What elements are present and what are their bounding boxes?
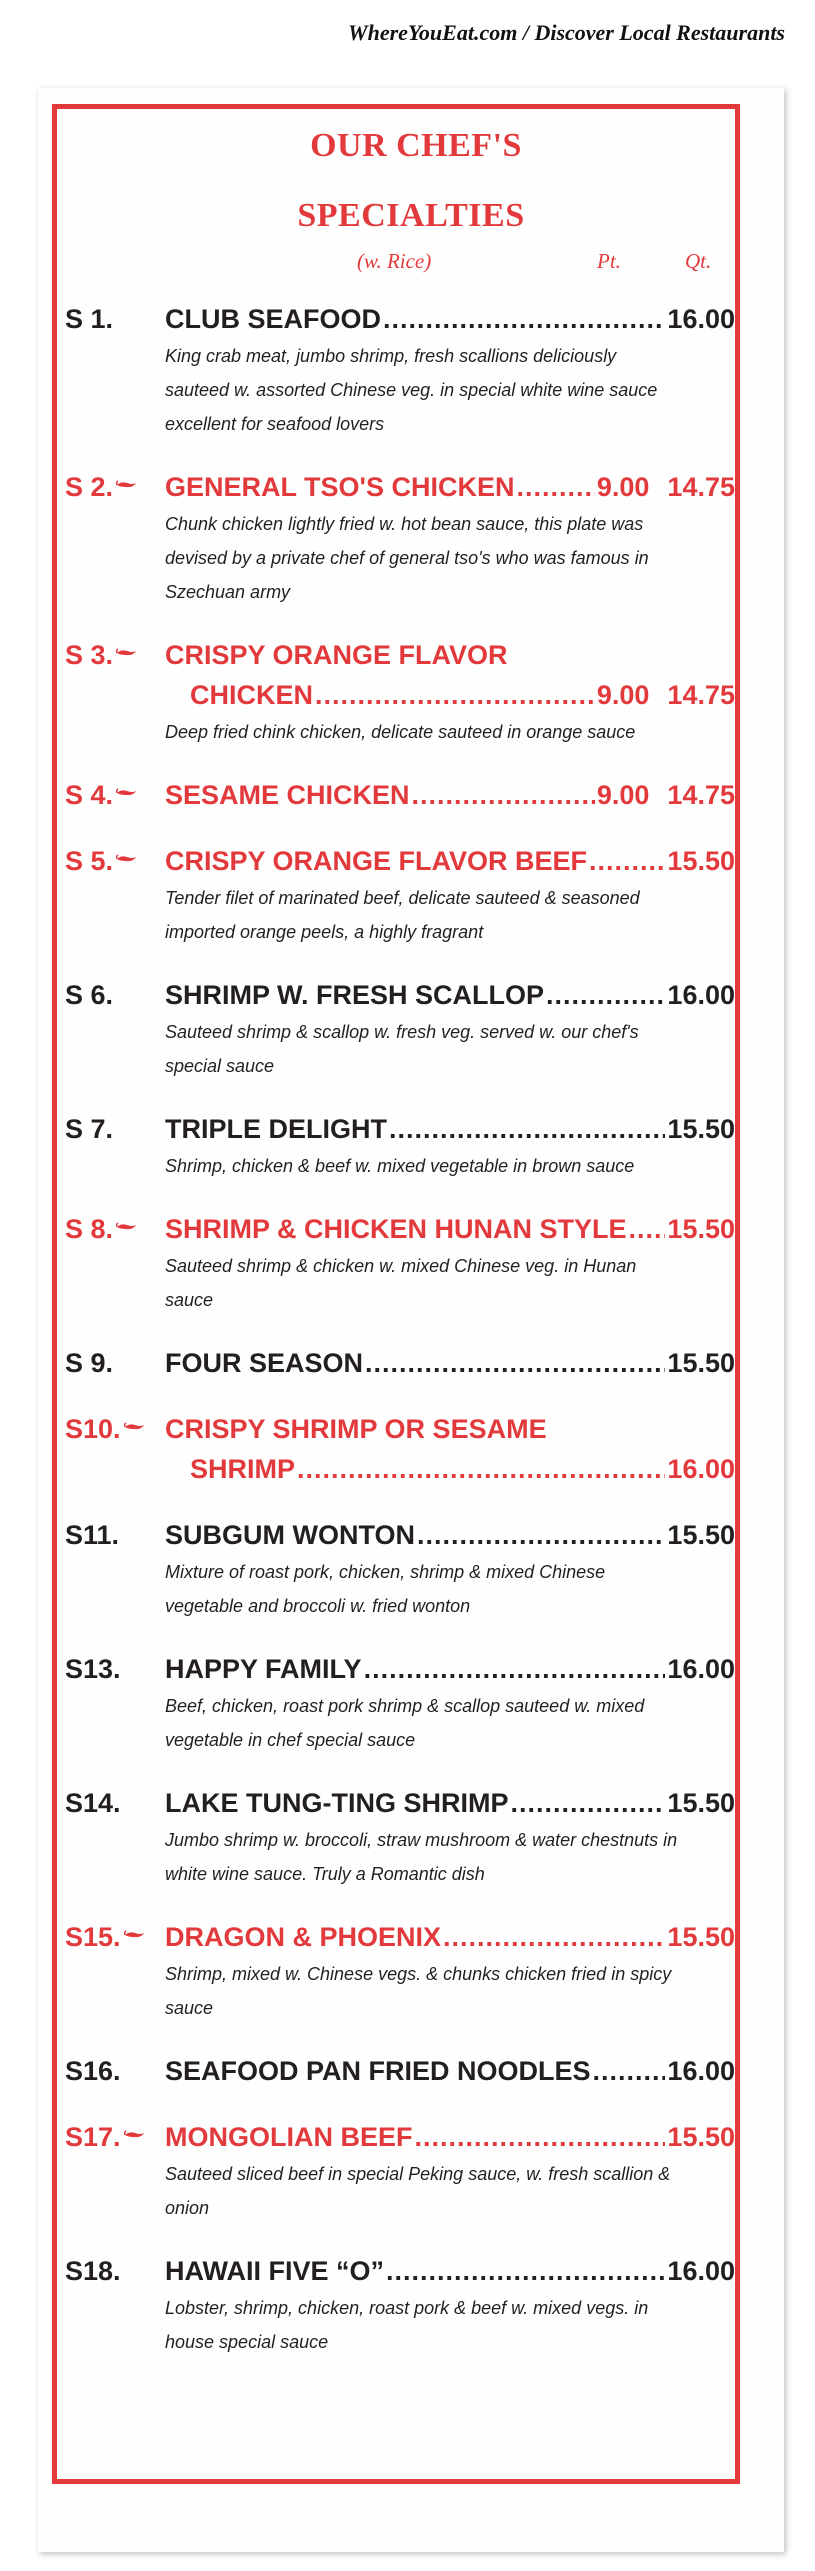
dot-leader <box>297 1449 665 1489</box>
item-spacer <box>57 609 735 635</box>
item-spacer <box>57 1183 735 1209</box>
menu-item-row-continued <box>65 1449 735 1489</box>
price: 16.00 <box>667 980 735 1010</box>
price-quart: 14.75 <box>667 680 735 710</box>
item-code <box>65 1783 165 1823</box>
price: 16.00 <box>667 1454 735 1484</box>
site-header: WhereYouEat.com / Discover Local Restaurants <box>348 20 785 45</box>
column-header-rice: (w. Rice) <box>357 249 432 273</box>
item-spacer <box>57 949 735 975</box>
dot-leader <box>412 775 595 815</box>
item-code-text: S 5. <box>65 846 114 876</box>
price: 15.50 <box>667 1348 735 1378</box>
item-spacer <box>57 1623 735 1649</box>
menu-item <box>57 2117 735 2225</box>
menu-item-row <box>65 1783 735 1823</box>
hot-pepper-icon <box>123 1422 145 1432</box>
dot-leader <box>386 2251 665 2291</box>
item-name: CRISPY SHRIMP OR SESAME <box>165 1414 547 1444</box>
item-description: Sauteed shrimp & scallop w. fresh veg. served w. our chef's special sauce <box>165 1022 639 1076</box>
item-name: TRIPLE DELIGHT <box>165 1114 387 1144</box>
item-code-text: S 9. <box>65 1348 114 1378</box>
menu-item <box>57 775 735 815</box>
menu-item-row <box>65 2251 735 2291</box>
hot-pepper-icon <box>115 1222 137 1232</box>
column-header-quart: Qt. <box>685 249 712 273</box>
item-spacer <box>57 815 735 841</box>
price: 15.50 <box>667 1214 735 1244</box>
price-pint: 9.00 <box>596 472 650 502</box>
item-code <box>65 2117 165 2157</box>
item-code-text: S10. <box>65 1414 121 1444</box>
item-code <box>65 1209 165 1249</box>
item-name: HAWAII FIVE “O” <box>165 2256 385 2286</box>
dot-leader <box>383 299 665 339</box>
menu-item <box>57 1109 735 1183</box>
dot-leader <box>364 1649 666 1689</box>
price: 16.00 <box>667 2056 735 2086</box>
item-spacer <box>57 1891 735 1917</box>
menu-item <box>57 2051 735 2091</box>
hot-pepper-icon <box>115 854 137 864</box>
item-spacer <box>57 1383 735 1409</box>
menu-item <box>57 635 735 749</box>
dot-leader <box>589 841 665 881</box>
item-code-text: S 3. <box>65 640 114 670</box>
item-code <box>65 299 165 339</box>
dot-leader <box>546 975 665 1015</box>
price: 15.50 <box>667 1788 735 1818</box>
menu-item <box>57 1343 735 1383</box>
menu-item <box>57 1783 735 1891</box>
dot-leader <box>415 2117 666 2157</box>
price-pint: 9.00 <box>596 680 650 710</box>
price-pint: 9.00 <box>596 780 650 810</box>
item-code <box>65 1917 165 1957</box>
item-name: CRISPY ORANGE FLAVOR <box>165 640 508 670</box>
column-header-pint: Pt. <box>597 249 621 273</box>
menu-title-line1: OUR CHEF'S <box>310 127 522 164</box>
hot-pepper-icon <box>123 1930 145 1940</box>
menu-item-row <box>65 1917 735 1957</box>
item-code-text: S18. <box>65 2256 121 2286</box>
price: 15.50 <box>667 846 735 876</box>
item-code <box>65 1515 165 1555</box>
menu-item <box>57 1515 735 1623</box>
hot-pepper-icon <box>115 648 137 658</box>
price-quart: 14.75 <box>667 472 735 502</box>
price: 16.00 <box>667 1654 735 1684</box>
item-name: SHRIMP W. FRESH SCALLOP <box>165 980 545 1010</box>
item-spacer <box>57 1083 735 1109</box>
hot-pepper-icon <box>115 788 137 798</box>
item-code-text: S15. <box>65 1922 121 1952</box>
menu-item <box>57 841 735 949</box>
dot-leader <box>417 1515 665 1555</box>
price-quart: 14.75 <box>667 780 735 810</box>
price: 15.50 <box>667 1922 735 1952</box>
item-code-text: S 7. <box>65 1114 114 1144</box>
menu-item-row <box>65 467 735 507</box>
item-code <box>65 1649 165 1689</box>
item-description: Sauteed shrimp & chicken w. mixed Chinese veg. in Hunan sauce <box>165 1256 637 1310</box>
item-code-text: S 2. <box>65 472 114 502</box>
price: 15.50 <box>667 1520 735 1550</box>
item-description: Shrimp, mixed w. Chinese vegs. & chunks chicken fried in spicy sauce <box>165 1964 672 2018</box>
item-code-text: S 1. <box>65 304 114 334</box>
menu-item-row-continued <box>65 675 735 715</box>
item-code <box>65 2051 165 2091</box>
price: 16.00 <box>667 2256 735 2286</box>
dot-leader <box>629 1209 666 1249</box>
item-name: GENERAL TSO'S CHICKEN <box>165 472 515 502</box>
item-name: MONGOLIAN BEEF <box>165 2122 413 2152</box>
menu-items-list <box>57 299 735 2385</box>
menu-item <box>57 1409 735 1489</box>
item-spacer <box>57 2091 735 2117</box>
menu-item-row <box>65 1649 735 1689</box>
item-description: Sauteed sliced beef in special Peking sauce, w. fresh scallion & onion <box>165 2164 671 2218</box>
menu-item-row <box>65 1109 735 1149</box>
item-description: Mixture of roast pork, chicken, shrimp & mixed Chinese vegetable and broccoli w. fried wonton <box>165 1562 606 1616</box>
menu-item <box>57 1917 735 2025</box>
menu-item-row <box>65 841 735 881</box>
item-name: DRAGON & PHOENIX <box>165 1922 442 1952</box>
item-code-text: S17. <box>65 2122 121 2152</box>
menu-item <box>57 299 735 441</box>
item-spacer <box>57 2025 735 2051</box>
dot-leader <box>365 1343 665 1383</box>
item-name: CLUB SEAFOOD <box>165 304 381 334</box>
menu-item <box>57 467 735 609</box>
dot-leader <box>511 1783 666 1823</box>
item-code <box>65 635 165 675</box>
item-spacer <box>57 1489 735 1515</box>
menu-item <box>57 1649 735 1757</box>
item-spacer <box>57 1317 735 1343</box>
item-code <box>65 1109 165 1149</box>
item-code-text: S14. <box>65 1788 121 1818</box>
item-name: HAPPY FAMILY <box>165 1654 362 1684</box>
item-description: Jumbo shrimp w. broccoli, straw mushroom & water chestnuts in white wine sauce. Truly a Romantic dish <box>165 1830 678 1884</box>
item-name: FOUR SEASON <box>165 1348 364 1378</box>
item-code <box>65 775 165 815</box>
dot-leader <box>516 467 594 507</box>
menu-title-line2: SPECIALTIES <box>297 197 525 234</box>
item-name: SEAFOOD PAN FRIED NOODLES <box>165 2056 591 2086</box>
item-description: Deep fried chink chicken, delicate sauteed in orange sauce <box>165 722 636 742</box>
menu-item <box>57 1209 735 1317</box>
item-spacer <box>57 2225 735 2251</box>
menu-item-row <box>65 1409 735 1449</box>
menu-item <box>57 2251 735 2359</box>
dot-leader <box>389 1109 665 1149</box>
item-name: SHRIMP & CHICKEN HUNAN STYLE <box>165 1214 627 1244</box>
item-name: LAKE TUNG-TING SHRIMP <box>165 1788 509 1818</box>
item-description: Beef, chicken, roast pork shrimp & scallop sauteed w. mixed vegetable in chef special sauce <box>165 1696 645 1750</box>
dot-leader <box>593 2051 666 2091</box>
item-spacer <box>57 2359 735 2385</box>
menu-item-row <box>65 975 735 1015</box>
item-code-text: S 6. <box>65 980 114 1010</box>
menu-item-row <box>65 775 735 815</box>
item-code <box>65 467 165 507</box>
item-code <box>65 1409 165 1449</box>
item-code <box>65 975 165 1015</box>
item-code <box>65 841 165 881</box>
menu-item-row <box>65 1343 735 1383</box>
price: 15.50 <box>667 1114 735 1144</box>
menu-frame <box>52 104 740 2484</box>
item-code <box>65 2251 165 2291</box>
item-spacer <box>57 1757 735 1783</box>
item-description: King crab meat, jumbo shrimp, fresh scallions deliciously sauteed w. assorted Chinese veg. in special white wine sauce excellent for seafood lovers <box>165 346 658 434</box>
menu-item-row <box>65 635 735 675</box>
item-name: CRISPY ORANGE FLAVOR BEEF <box>165 846 588 876</box>
dot-leader <box>315 675 595 715</box>
item-code-text: S 8. <box>65 1214 114 1244</box>
item-name: SESAME CHICKEN <box>165 780 410 810</box>
item-name-continued: CHICKEN <box>190 680 314 710</box>
price: 16.00 <box>667 304 735 334</box>
item-code-text: S13. <box>65 1654 121 1684</box>
item-description: Chunk chicken lightly fried w. hot bean sauce, this plate was devised by a private chef of general tso's who was famous in Szechuan army <box>165 514 649 602</box>
hot-pepper-icon <box>115 480 137 490</box>
price: 15.50 <box>667 2122 735 2152</box>
menu-item-row <box>65 1515 735 1555</box>
item-spacer <box>57 749 735 775</box>
item-name: SUBGUM WONTON <box>165 1520 415 1550</box>
item-code-text: S16. <box>65 2056 121 2086</box>
item-spacer <box>57 441 735 467</box>
item-code <box>65 1343 165 1383</box>
item-description: Tender filet of marinated beef, delicate sauteed & seasoned imported orange peels, a highly fragrant <box>165 888 640 942</box>
menu-item-row <box>65 1209 735 1249</box>
menu-item <box>57 975 735 1083</box>
item-name-continued: SHRIMP <box>190 1454 296 1484</box>
menu-item-row <box>65 2117 735 2157</box>
item-description: Shrimp, chicken & beef w. mixed vegetable in brown sauce <box>165 1156 635 1176</box>
item-code-text: S11. <box>65 1520 120 1550</box>
item-description: Lobster, shrimp, chicken, roast pork & beef w. mixed vegs. in house special sauce <box>165 2298 649 2352</box>
hot-pepper-icon <box>123 2130 145 2140</box>
menu-item-row <box>65 2051 735 2091</box>
item-code-text: S 4. <box>65 780 114 810</box>
menu-item-row <box>65 299 735 339</box>
dot-leader <box>443 1917 665 1957</box>
